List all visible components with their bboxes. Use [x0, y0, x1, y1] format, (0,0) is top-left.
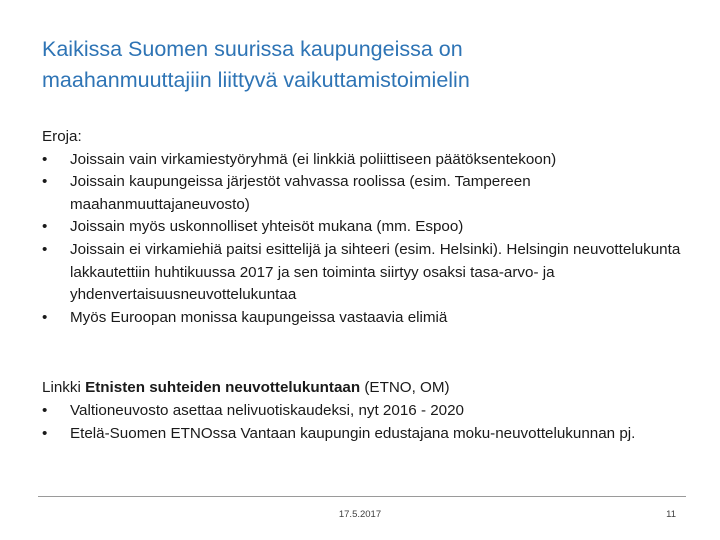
list-item: [42, 423, 682, 446]
slide-body: [42, 126, 682, 445]
list-item: [42, 400, 682, 423]
slide-title-line-1: Kaikissa Suomen suurissa kaupungeissa on: [42, 37, 463, 61]
page-number: 11: [666, 509, 676, 520]
list-item-text: Myös Euroopan monissa kaupungeissa vastaavia elimiä: [70, 308, 448, 326]
section-spacer: [42, 329, 682, 377]
list-item: [42, 171, 682, 216]
list-item: [42, 216, 682, 239]
slide-title: [42, 34, 682, 96]
list-item-text: Valtioneuvosto asettaa nelivuotiskaudeksi, nyt 2016 - 2020: [70, 401, 465, 419]
list-item-text: Etelä-Suomen ETNOssa Vantaan kaupungin edustajana moku-neuvottelukunnan pj.: [70, 424, 636, 442]
footer-divider: [38, 496, 686, 497]
bullet-icon: •: [42, 401, 48, 419]
section-etno-label: [42, 377, 682, 400]
slide-title-line-2: maahanmuuttajiin liittyvä vaikuttamistoimielin: [42, 68, 470, 92]
bullet-icon: •: [42, 173, 48, 191]
etno-link-text: Etnisten suhteiden neuvottelukuntaan: [85, 379, 361, 397]
bullet-icon: •: [42, 308, 48, 326]
etno-label-prefix: Linkki: [42, 379, 86, 397]
list-item-text: Joissain kaupungeissa järjestöt vahvassa roolissa (esim. Tampereen maahanmuuttajaneuvosto): [70, 173, 531, 213]
list-item: [42, 149, 682, 172]
etno-list: [42, 400, 682, 445]
list-item-text: Joissain vain virkamiestyöryhmä (ei linkkiä poliittiseen päätöksentekoon): [70, 150, 557, 168]
list-item: [42, 239, 682, 307]
bullet-icon: •: [42, 218, 48, 236]
list-item: [42, 307, 682, 330]
footer-date: 17.5.2017: [338, 509, 382, 520]
bullet-icon: •: [42, 424, 48, 442]
list-item-text: Joissain myös uskonnolliset yhteisöt mukana (mm. Espoo): [70, 218, 464, 236]
bullet-icon: •: [42, 240, 48, 258]
differences-list: [42, 149, 682, 330]
etno-label-suffix: (ETNO, OM): [360, 379, 450, 397]
bullet-icon: •: [42, 150, 48, 168]
list-item-text: Joissain ei virkamiehiä paitsi esittelijä ja sihteeri (esim. Helsinki). Helsingin neuvottelukunta lakkautettiin huhtikuussa 2017 ja sen toiminta siirtyy osaksi tasa-arvo- ja yhdenvertaisuusneuvottelukuntaa: [70, 240, 681, 304]
section-differences-label: Eroja:: [42, 128, 82, 145]
